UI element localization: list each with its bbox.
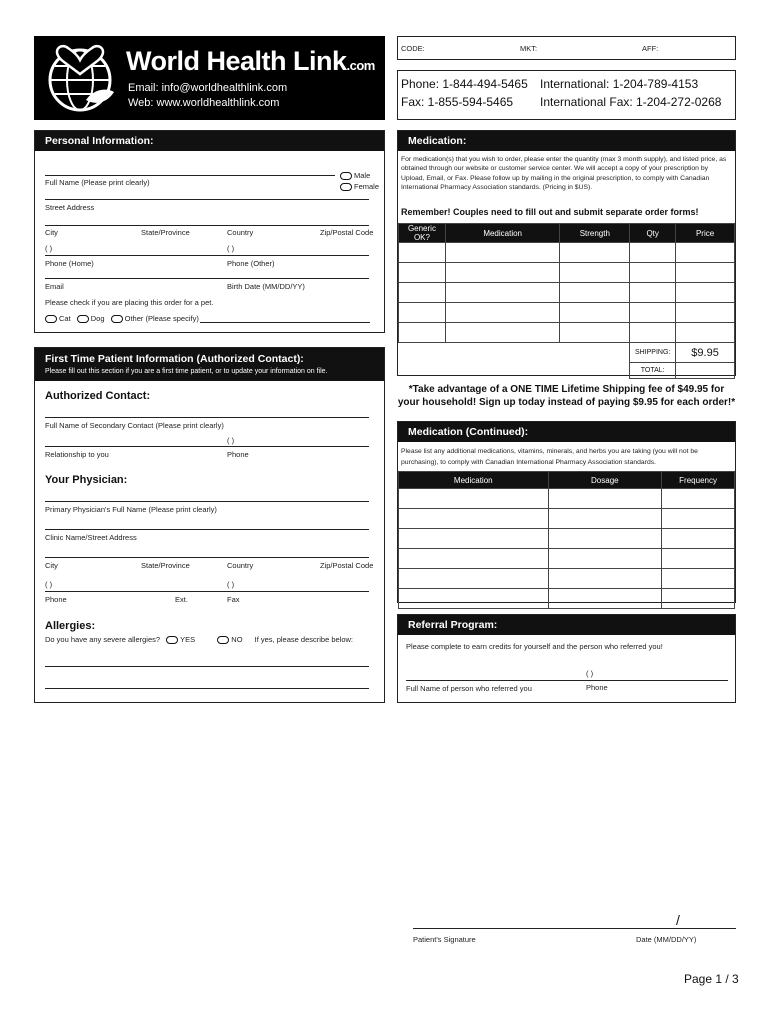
intl-phone: International: 1-204-789-4153 <box>540 77 699 91</box>
shipping-label: SHIPPING: <box>630 343 676 363</box>
allergy-yes-option[interactable] <box>166 635 195 644</box>
referral-section <box>397 614 736 703</box>
female-radio-icon <box>340 183 352 191</box>
clinic-state-label: State/Province <box>141 561 190 570</box>
clinic-city-field[interactable] <box>45 557 369 558</box>
physician-name-field[interactable] <box>45 501 369 502</box>
total-label: TOTAL: <box>630 363 676 379</box>
auth-phone-paren: ( ) <box>227 436 235 445</box>
clinic-fax-label: Fax <box>227 595 240 604</box>
street-field[interactable] <box>45 225 369 226</box>
other-label: Other (Please specify) <box>124 314 199 323</box>
birth-label: Birth Date (MM/DD/YY) <box>227 282 305 291</box>
allergy-describe-label: If yes, please describe below: <box>254 635 354 644</box>
table-row[interactable] <box>399 303 735 323</box>
brand-banner <box>34 36 385 120</box>
shipping-value: $9.95 <box>676 343 735 363</box>
clinic-zip-label: Zip/Postal Code <box>320 561 374 570</box>
email-label: Email <box>45 282 64 291</box>
page-number: Page 1 / 3 <box>684 972 739 986</box>
allergies-heading: Allergies: <box>45 620 96 632</box>
first-time-header <box>35 348 384 381</box>
yes-label: YES <box>180 635 196 644</box>
total-row <box>399 363 735 379</box>
code-label: CODE: <box>401 44 425 53</box>
aff-label: AFF: <box>642 44 659 53</box>
shipping-promo: *Take advantage of a ONE TIME Lifetime Shipping fee of $49.95 for your household! Sign up today instead of paying $9.95 for each order!* <box>397 384 736 408</box>
state-label: State/Province <box>141 228 190 237</box>
medication-instructions: For medication(s) that you wish to order, please enter the quantity (max 3 month supply), and listed price, as obtained through our website or customer service center. We will accept a copy of your prescription by Upload, Email, or Fax. Please follow up by mailing in the original prescription, to comply with Canadian International Pharmacy Association standards. (Pricing in $US). <box>401 156 727 192</box>
phone-field[interactable] <box>45 255 369 256</box>
clinic-ext-label: Ext. <box>175 595 188 604</box>
country-label: Country <box>227 228 254 237</box>
city-label: City <box>45 228 58 237</box>
pet-options <box>45 314 199 323</box>
clinic-phone-paren: ( ) <box>45 580 53 589</box>
fax-number: Fax: 1-855-594-5465 <box>401 95 514 109</box>
pet-question: Please check if you are placing this order for a pet. <box>45 298 214 307</box>
cat-option[interactable] <box>45 314 71 323</box>
email-field[interactable] <box>45 278 369 279</box>
referral-name-label: Full Name of person who referred you <box>406 684 532 693</box>
brand-name: World Health Link.com <box>126 46 375 76</box>
dog-radio-icon <box>77 315 89 323</box>
zip-label: Zip/Postal Code <box>320 228 374 237</box>
male-option[interactable] <box>340 171 370 180</box>
additional-header-row <box>399 472 735 489</box>
col-frequency: Frequency <box>662 472 735 489</box>
other-radio-icon <box>111 315 123 323</box>
dog-label: Dog <box>90 314 105 323</box>
col-medication: Medication <box>445 224 560 243</box>
female-option[interactable] <box>340 182 379 191</box>
male-label: Male <box>354 171 371 180</box>
medication-table <box>398 223 735 379</box>
col-dosage: Dosage <box>548 472 662 489</box>
secondary-name-label: Full Name of Secondary Contact (Please print clearly) <box>45 421 224 430</box>
table-row[interactable] <box>399 489 735 509</box>
phone-home-paren: ( ) <box>45 244 53 253</box>
referral-instructions: Please complete to earn credits for yourself and the person who referred you! <box>406 642 663 651</box>
first-time-subtitle: Please fill out this section if you are a first time patient, or to update your information on file. <box>45 368 328 375</box>
date-slash: / <box>676 912 680 928</box>
full-name-label: Full Name (Please print clearly) <box>45 178 150 187</box>
contact-email: Email: info@worldhealthlink.com <box>128 82 288 94</box>
pet-other-field[interactable] <box>200 322 370 323</box>
relationship-field[interactable] <box>45 446 369 447</box>
medication-continued-section <box>397 421 736 603</box>
col-add-medication: Medication <box>399 472 549 489</box>
no-label: NO <box>231 635 243 644</box>
intl-fax: International Fax: 1-204-272-0268 <box>540 95 722 109</box>
referral-field[interactable] <box>406 680 728 681</box>
office-codes-box <box>397 36 736 60</box>
street-label: Street Address <box>45 203 95 212</box>
phone-box <box>397 70 736 120</box>
phone-other-paren: ( ) <box>227 244 235 253</box>
referral-title: Referral Program: <box>398 615 735 635</box>
dog-option[interactable] <box>77 314 105 323</box>
globe-logo-icon <box>42 40 118 116</box>
physician-heading: Your Physician: <box>45 474 128 486</box>
allergy-line-2[interactable] <box>45 688 369 689</box>
referral-phone-paren: ( ) <box>586 669 594 678</box>
other-option[interactable] <box>111 314 199 323</box>
signature-field[interactable] <box>413 928 736 929</box>
table-row[interactable] <box>399 323 735 343</box>
table-row[interactable] <box>399 529 735 549</box>
phone-other-label: Phone (Other) <box>227 259 275 268</box>
contact-web: Web: www.worldhealthlink.com <box>128 97 280 109</box>
clinic-label: Clinic Name/Street Address <box>45 533 137 542</box>
clinic-city-label: City <box>45 561 58 570</box>
personal-title: Personal Information: <box>35 131 384 151</box>
col-generic: Generic OK? <box>399 224 446 243</box>
yes-radio-icon <box>166 636 178 644</box>
phone-home-label: Phone (Home) <box>45 259 94 268</box>
shipping-row <box>399 343 735 363</box>
first-time-section <box>34 347 385 703</box>
allergy-question-row <box>45 635 353 644</box>
clinic-field[interactable] <box>45 529 369 530</box>
no-radio-icon <box>217 636 229 644</box>
medication-continued-instructions: Please list any additional medications, vitamins, minerals, and herbs you are taking (you will not be purchasing), to comply with Canadian International Pharmacy Association standards. <box>401 448 698 466</box>
mkt-label: MKT: <box>520 44 538 53</box>
full-name-field[interactable] <box>45 175 335 176</box>
referral-phone-label: Phone <box>586 683 608 692</box>
allergy-no-option[interactable] <box>217 635 242 644</box>
medication-title: Medication: <box>398 131 735 151</box>
medication-continued-title: Medication (Continued): <box>398 422 735 442</box>
table-row[interactable] <box>399 243 735 263</box>
table-row[interactable] <box>399 263 735 283</box>
secondary-name-field[interactable] <box>45 417 369 418</box>
male-radio-icon <box>340 172 352 180</box>
table-row[interactable] <box>399 283 735 303</box>
clinic-fax-paren: ( ) <box>227 580 235 589</box>
auth-phone-label: Phone <box>227 450 249 459</box>
medication-section <box>397 130 736 376</box>
allergy-line-1[interactable] <box>45 666 369 667</box>
signature-label: Patient's Signature <box>413 935 476 944</box>
date-label: Date (MM/DD/YY) <box>636 935 697 944</box>
relationship-label: Relationship to you <box>45 450 109 459</box>
cat-label: Cat <box>59 314 71 323</box>
table-row[interactable] <box>399 549 735 569</box>
col-qty: Qty <box>630 224 676 243</box>
physician-name-label: Primary Physician's Full Name (Please print clearly) <box>45 505 217 514</box>
first-time-title: First Time Patient Information (Authorized Contact): <box>45 353 304 365</box>
clinic-phone-label: Phone <box>45 595 67 604</box>
cat-radio-icon <box>45 315 57 323</box>
personal-section <box>34 130 385 333</box>
clinic-country-label: Country <box>227 561 254 570</box>
phone-number: Phone: 1-844-494-5465 <box>401 77 528 91</box>
authorized-heading: Authorized Contact: <box>45 390 151 402</box>
allergy-question: Do you have any severe allergies? <box>45 635 161 644</box>
clinic-phone-field[interactable] <box>45 591 369 592</box>
table-row[interactable] <box>399 569 735 589</box>
col-strength: Strength <box>560 224 630 243</box>
medication-header-row <box>399 224 735 243</box>
total-value[interactable] <box>676 363 735 379</box>
table-row[interactable] <box>399 509 735 529</box>
couples-reminder: Remember! Couples need to fill out and submit separate order forms! <box>401 207 699 217</box>
additional-meds-table <box>398 471 735 609</box>
col-price: Price <box>676 224 735 243</box>
female-label: Female <box>354 182 380 191</box>
table-row[interactable] <box>399 589 735 609</box>
